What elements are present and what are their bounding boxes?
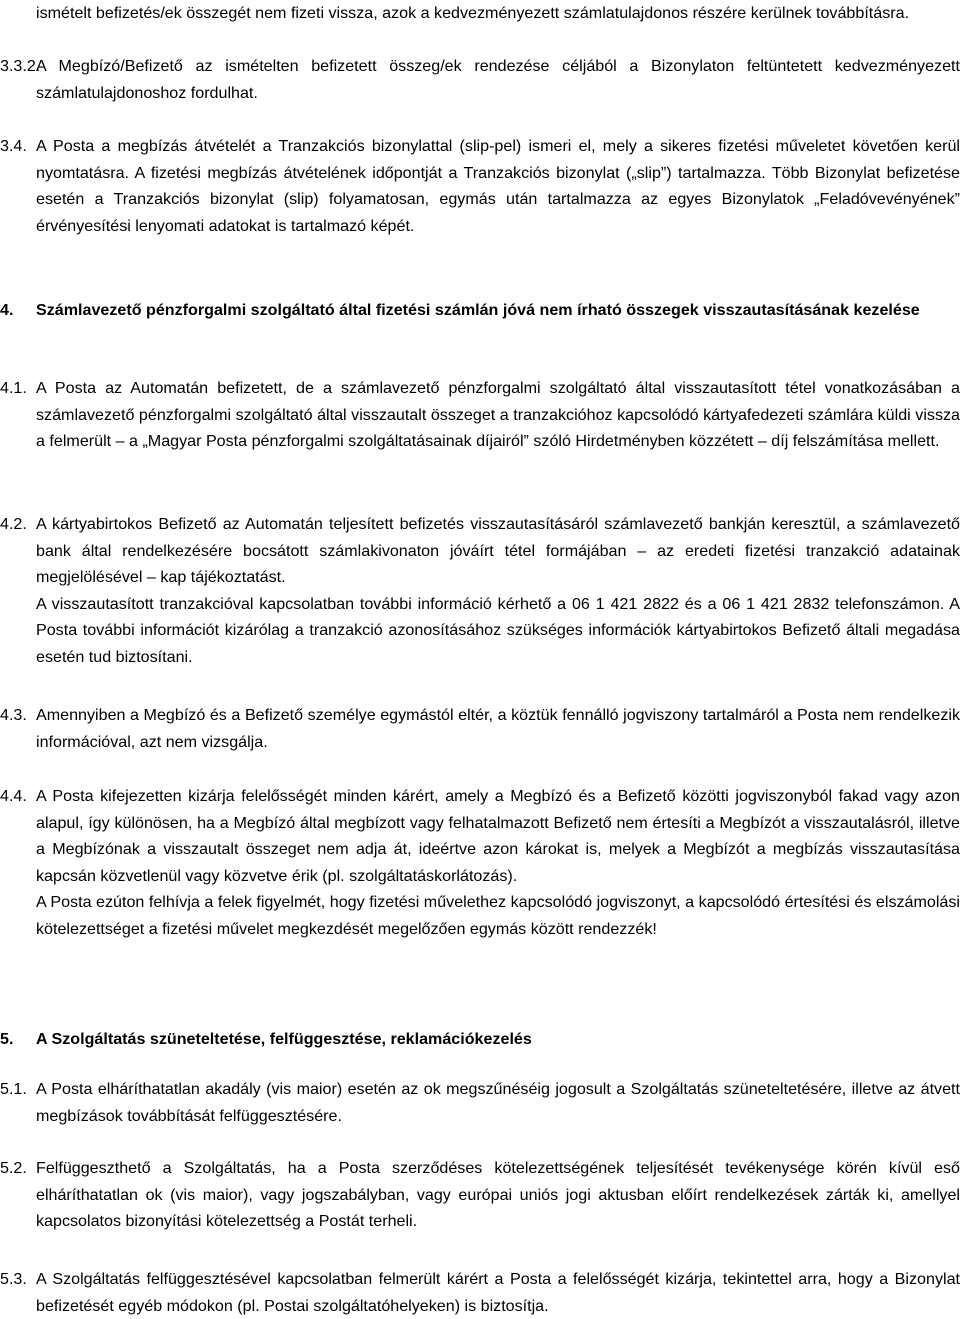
paragraph-5-2 <box>0 1155 960 1235</box>
paragraph-number: 4.3. <box>0 706 27 724</box>
paragraph-text: A kártyabirtokos Befizető az Automatán teljesített befizetés visszautasításáról számlavezető bankján keresztül, a számlavezető bank által rendelkezésére bocsátott számlakivonaton jóváírt tétel formájában – az eredeti fizetési tranzakció adatainak megjelölésével – kap tájékoztatást. <box>36 515 960 586</box>
paragraph-5-1 <box>0 1076 960 1129</box>
section-heading-4 <box>0 297 960 324</box>
paragraph-number: 3.4. <box>0 137 27 155</box>
paragraph-number: 5.1. <box>0 1080 27 1098</box>
paragraph-number: 4.2. <box>0 515 27 533</box>
paragraph-4-3 <box>0 702 960 755</box>
paragraph-text: A Posta a megbízás átvételét a Tranzakciós bizonylattal (slip-pel) ismeri el, mely a sikeres fizetési műveletet követően kerül nyomtatásra. A fizetési megbízás átvételének időpontját a Tranzakciós bizonylat („slip”) tartalmazza. Több Bizonylat befizetése esetén a Tranzakciós bizonylat (slip) folyamatosan, egymás után tartalmazza az egyes Bizonylatok „Feladóvevényének” érvényesítési lenyomati adatokat is tartalmazó képét. <box>36 137 960 235</box>
paragraph-number: 4.1. <box>0 379 27 397</box>
paragraph-text: A Megbízó/Befizető az ismételten befizetett összeg/ek rendezése céljából a Bizonylaton feltüntetett kedvezményezett számlatulajdonoshoz fordulhat. <box>36 57 960 102</box>
paragraph-text: Felfüggeszthető a Szolgáltatás, ha a Posta szerződéses kötelezettségének teljesítését tevékenysége körén kívül eső elháríthatatlan ok (vis maior), vagy jogszabályban, vagy európai uniós jogi aktusban előírt rendelkezések zárták ki, amellyel kapcsolatos bizonyítási kötelezettség a Postát terheli. <box>36 1159 960 1230</box>
paragraph-text-continued: A Posta ezúton felhívja a felek figyelmét, hogy fizetési művelethez kapcsolódó jogviszonyt, a kapcsolódó értesítési és elszámolási kötelezettséget a fizetési művelet megkezdését megelőzően egymás között rendezzék! <box>36 893 960 938</box>
section-number: 4. <box>0 301 14 319</box>
paragraph-text: A Szolgáltatás felfüggesztésével kapcsolatban felmerült kárért a Posta a felelősségét kizárja, tekintettel arra, hogy a Bizonylat befizetését egyéb módokon (pl. Postai szolgáltatóhelyeken) is biztosítja. <box>36 1270 960 1315</box>
paragraph-text: A Posta az Automatán befizetett, de a számlavezető pénzforgalmi szolgáltató által visszautasított tétel vonatkozásában a számlavezető pénzforgalmi szolgáltató által visszautalt összeget a tranzakcióhoz kapcsolódó kártyafedezeti számlára küldi vissza a felmerült – a „Magyar Posta pénzforgalmi szolgáltatásainak díjairól” szóló Hirdetményben közzétett – díj felszámítása mellett. <box>36 379 960 450</box>
paragraph-5-3 <box>0 1266 960 1319</box>
paragraph-number: 5.2. <box>0 1159 27 1177</box>
paragraph-4-1 <box>0 375 960 455</box>
section-title: A Szolgáltatás szüneteltetése, felfüggesztése, reklamációkezelés <box>36 1030 532 1048</box>
paragraph-text: ismételt befizetés/ek összegét nem fizeti vissza, azok a kedvezményezett számlatulajdonos részére kerülnek továbbításra. <box>36 4 910 22</box>
paragraph-number: 4.4. <box>0 787 27 805</box>
paragraph-3-4 <box>0 133 960 239</box>
paragraph-continuation <box>0 0 960 27</box>
section-number: 5. <box>0 1030 14 1048</box>
paragraph-number: 3.3.2. <box>0 57 41 75</box>
paragraph-text-continued: A visszautasított tranzakcióval kapcsolatban további információ kérhető a 06 1 421 2822 és a 06 1 421 2832 telefonszámon. A Posta további információt kizárólag a tranzakció azonosításához szükséges információk kártyabirtokos Befizető általi megadása esetén tud biztosítani. <box>36 594 960 666</box>
paragraph-4-2 <box>0 511 960 670</box>
paragraph-3-3-2 <box>0 53 960 106</box>
paragraph-4-4 <box>0 783 960 942</box>
section-heading-5 <box>0 1026 960 1053</box>
paragraph-text: A Posta elháríthatatlan akadály (vis maior) esetén az ok megszűnéséig jogosult a Szolgáltatás szüneteltetésére, illetve az átvett megbízások továbbítását felfüggesztésére. <box>36 1080 960 1125</box>
paragraph-number: 5.3. <box>0 1270 27 1288</box>
paragraph-text: Amennyiben a Megbízó és a Befizető személye egymástól eltér, a köztük fennálló jogviszony tartalmáról a Posta nem rendelkezik információval, azt nem vizsgálja. <box>36 706 960 751</box>
paragraph-text: A Posta kifejezetten kizárja felelősségét minden kárért, amely a Megbízó és a Befizető közötti jogviszonyból fakad vagy azon alapul, így különösen, ha a Megbízó által megbízott vagy felhatalmazott Befizető nem értesíti a Megbízót a visszautalásról, illetve a Megbízónak a visszautalt összeget nem adja át, ideértve azon károkat is, melyek a Megbízót a megbízás visszautasítása kapcsán közvetlenül vagy közvetve érik (pl. szolgáltatáskorlátozás). <box>36 787 960 885</box>
section-title: Számlavezető pénzforgalmi szolgáltató által fizetési számlán jóvá nem írható összegek visszautasításának kezelése <box>36 301 920 319</box>
